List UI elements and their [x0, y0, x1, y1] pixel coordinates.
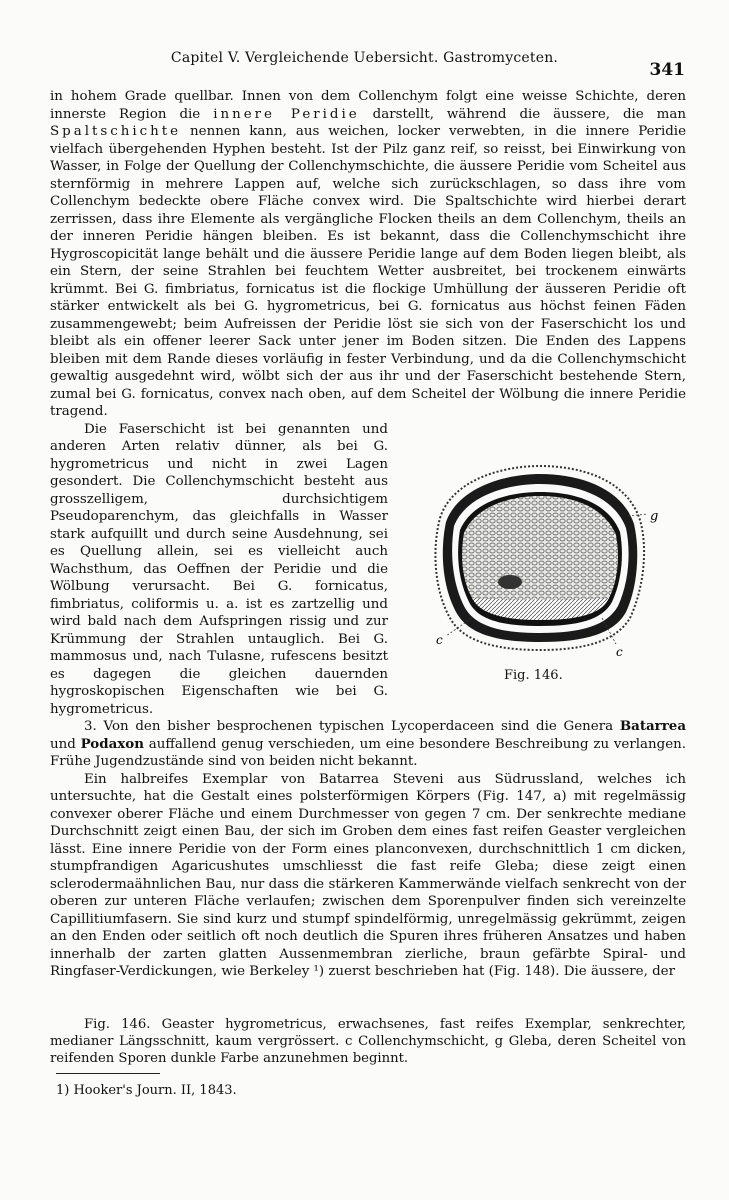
paragraph-2: Die Faserschicht ist bei genannten und anderen Arten relativ dünner, als bei G. hygrometricus und nicht in zwei Lagen gesondert. Die Collenchymschicht besteht aus grosszelligem, durchsichtigem Pseudoparenchym, das gleichfalls in Wasser stark aufquillt und durch seine Ausdehnung, sei es Quellung allein, sei es vielleicht auch Wachsthum, das Oeffnen der Peridie und die Wölbung verursacht. Bei G. fornicatus, fimbriatus, coliformis u. a. ist es zartzellig und wird bald nach dem Aufspringen rissig und zur Krümmung der Strahlen untauglich. Bei G. mammosus und, nach Tulasne, rufescens besitzt es dagegen die gleichen dauernden hygroskopischen Eigenschaften wie bei G. hygrometricus.: [50, 421, 388, 717]
page-number: 341: [649, 60, 685, 80]
para3-b: und: [50, 736, 81, 752]
term-spaltschichte: Spaltschichte: [50, 124, 182, 139]
label-c-left: c: [436, 633, 443, 647]
paragraph-4: Ein halbreifes Exemplar von Batarrea Steveni aus Südrussland, welches ich untersuchte, hat die Gestalt eines polsterförmigen Körpers (Fig. 147, a) mit regelmässig convexer oberer Fläche und einem Durchmesser von gegen 7 cm. Der senkrechte mediane Durchschnitt zeigt einen Bau, der sich im Groben dem eines fast reifen Geaster vergleichen lässt. Eine innere Peridie von der Form eines planconvexen, durchschnittlich 1 cm dicken, stumpfrandigen Agaricushutes umschliesst die fast reife Gleba; diese zeigt einen sclerodermaähnlichen Bau, nur dass die stärkeren Kammerwände vielfach senkrecht von der oberen zur unteren Fläche verlaufen; zwischen dem Sporenpulver finden sich vereinzelte Capillitiumfasern. Sie sind kurz und stumpf spindelförmig, unregelmässig gekrümmt, zeigen an den Enden oder seitlich oft noch deutlich die Spuren ihres früheren Ansatzes und haben innerhalb der zarten glatten Aussenmembran zierliche, braun gefärbte Spiral- und Ringfaser-Verdickungen, wie Berkeley ¹) zuerst beschrieben hat (Fig. 148). Die äussere, der: [50, 771, 686, 979]
running-head: Capitel V. Vergleichende Uebersicht. Gastromyceten.: [170, 50, 559, 66]
term-innere-peridie: innere Peridie: [213, 106, 360, 122]
footnote: 1) Hooker's Journ. II, 1843.: [56, 1083, 237, 1098]
caption-text: Fig. 146. Geaster hygrometricus, erwachsenes, fast reifes Exemplar, senkrechter, medianer Längsschnitt, kaum vergrössert. c Collenchymschicht, g Gleba, deren Scheitel von reifenden Sporen dunkle Farbe anzunehmen beginnt.: [50, 1017, 686, 1066]
paragraph-3: [50, 718, 686, 771]
geaster-section-illustration: [412, 458, 666, 668]
label-g: g: [650, 509, 659, 524]
figure-146: [412, 458, 666, 698]
para1-mid: darstellt, während die äussere, die man: [359, 106, 686, 122]
paragraph-1: [50, 88, 686, 421]
genus-podaxon: Podaxon: [80, 735, 144, 752]
para1-top: in hohem Grade quellbar. Innen von dem Collenchym folgt eine weisse Schichte, deren innerste Region die: [50, 89, 686, 122]
figure-caption: [50, 1016, 686, 1067]
footnote-divider: [56, 1073, 160, 1074]
label-c-right: c: [616, 645, 623, 659]
figure-label: Fig. 146.: [504, 668, 563, 683]
genus-batarrea: Batarrea: [619, 718, 686, 734]
para3-a: 3. Von den bisher besprochenen typischen Lycoperdaceen sind die Genera: [84, 719, 620, 734]
para3-c: auffallend genug verschieden, um eine besondere Beschreibung zu verlangen. Frühe Jugendzustände sind von beiden nicht bekannt.: [50, 736, 687, 769]
para1-rest: nennen kann, aus weichen, locker verwebten, in die innere Peridie vielfach übergehenden Hyphen besteht. Ist der Pilz ganz reif, so reisst, bei Einwirkung von Wasser, in Folge der Quellung der Collenchymschichte, die äussere Peridie vom Scheitel aus sternförmig in mehrere Lappen auf, welche sich zurückschlagen, so dass ihre vom Collenchym bedeckte obere Fläche convex wird. Die Spaltschichte wird hierbei derart zerrissen, dass ihre Elemente als vergängliche Flocken theils an dem Collenchym, theils an der inneren Peridie hängen bleiben. Es ist bekannt, dass die Collenchymschicht ihre Hygroscopicität lange behält und die äussere Peridie lange auf dem Boden liegen bleibt, als ein Stern, der seine Strahlen bei feuchtem Wetter ausbreitet, bei trockenem einwärts krümmt. Bei G. fimbriatus, fornicatus ist die flockige Umhüllung der äusseren Peridie oft stärker entwickelt als bei G. hygrometricus, bei G. fornicatus aus höchst feinen Fäden zusammengewebt; beim Aufreissen der Peridie löst sie sich von der Faserschicht los und bleibt als ein offener leerer Sack unter jener im Boden sitzen. Die Enden des Lappens bleiben mit dem Rande dieses vorläufig in fester Verbindung, und da die Collenchymschicht gewaltig ausgedehnt wird, wölbt sich der aus ihr und der Faserschicht bestehende Stern, zumal bei G. fornicatus, convex nach oben, auf dem Scheitel der Wölbung die innere Peridie tragend.: [50, 124, 686, 419]
